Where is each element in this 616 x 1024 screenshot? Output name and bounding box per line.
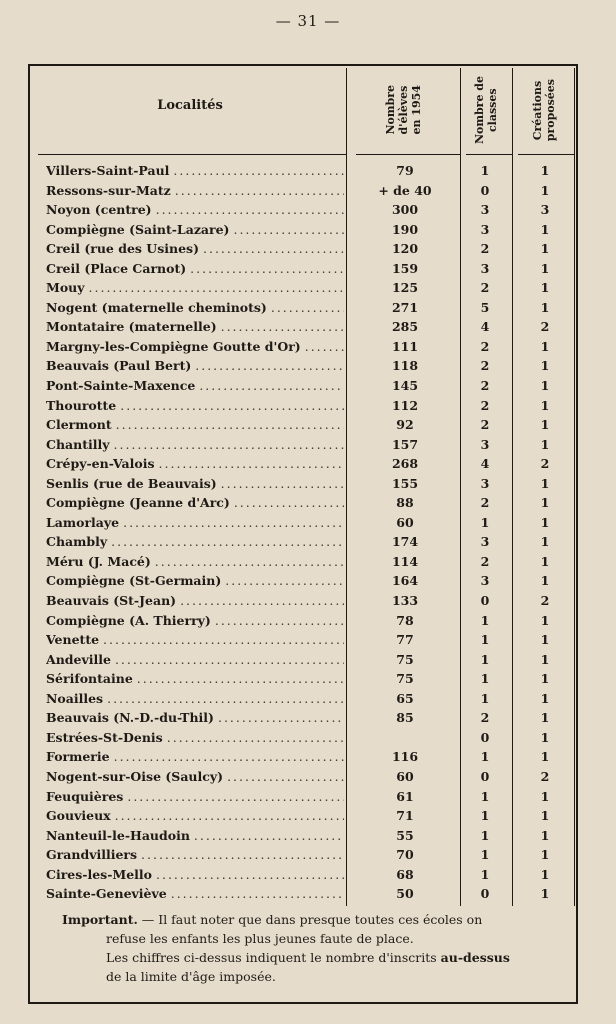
localite-name: Villers-Saint-Paul: [46, 163, 170, 178]
table-row: [0, 357, 616, 377]
classes-cell: 2: [480, 338, 490, 354]
localite-name: Feuquières: [46, 788, 124, 804]
eleves-cell: 114: [391, 553, 419, 569]
leader-dots: [89, 280, 344, 295]
creations-cell: 1: [540, 299, 550, 315]
classes-cell: 3: [480, 260, 490, 276]
localite-cell: [46, 398, 344, 413]
table-row: [0, 299, 616, 319]
creations-cell: 1: [540, 436, 550, 452]
localite-name: Ressons-sur-Matz: [46, 182, 171, 198]
classes-cell: 1: [480, 612, 490, 628]
eleves-cell: 111: [391, 338, 419, 354]
table-row: [0, 162, 616, 182]
creations-cell: 2: [540, 768, 550, 784]
page-number: — 31 —: [275, 12, 341, 30]
eleves-cell: 164: [391, 573, 419, 589]
localite-name: Sérifontaine: [46, 671, 133, 687]
classes-cell: 1: [480, 866, 490, 882]
classes-cell: 1: [480, 808, 490, 824]
table-row: [0, 436, 616, 456]
localite-name: Noailles: [46, 690, 104, 706]
table-row: [0, 397, 616, 417]
classes-cell: 3: [480, 475, 490, 491]
classes-cell: 2: [480, 417, 490, 433]
localite-cell: [46, 652, 344, 667]
eleves-cell: 78: [396, 612, 414, 628]
table-row: [0, 651, 616, 671]
localite-name: Beauvais (St-Jean): [46, 593, 177, 609]
classes-cell: 4: [480, 456, 490, 472]
creations-cell: 1: [540, 710, 550, 726]
note-line: refuse les enfants les plus jeunes faute de place.: [106, 931, 414, 946]
table-row: [0, 475, 616, 495]
localite-name: Lamorlaye: [46, 514, 120, 530]
header-creations-line: proposées: [544, 78, 557, 142]
localite-name: Margny-les-Compiègne Goutte d'Or): [46, 338, 301, 354]
classes-cell: 0: [480, 593, 490, 609]
header-eleves: [350, 70, 456, 150]
table-row: [0, 729, 616, 749]
eleves-cell: 268: [391, 456, 419, 472]
eleves-cell: 92: [396, 417, 414, 433]
localite-cell: [46, 222, 344, 237]
localite-cell: [46, 163, 344, 178]
header-separator: [356, 154, 460, 155]
creations-cell: 1: [540, 475, 550, 491]
eleves-cell: 55: [396, 827, 414, 843]
eleves-cell: + de 40: [378, 182, 432, 198]
creations-cell: 1: [540, 866, 550, 882]
table-row: [0, 788, 616, 808]
eleves-cell: 60: [396, 514, 414, 530]
header-separator: [38, 154, 346, 155]
eleves-cell: 75: [396, 671, 414, 687]
leader-dots: [167, 730, 344, 745]
localite-name: Creil (Place Carnot): [46, 260, 187, 276]
classes-cell: 3: [480, 573, 490, 589]
localite-name: Venette: [46, 632, 100, 648]
localite-name: Mouy: [46, 280, 85, 296]
eleves-cell: 120: [391, 241, 419, 257]
eleves-cell: 60: [396, 768, 414, 784]
localite-cell: [46, 691, 344, 706]
creations-cell: 1: [540, 495, 550, 511]
creations-cell: 1: [540, 847, 550, 863]
table-row: [0, 533, 616, 553]
header-creations: [514, 70, 574, 150]
creations-cell: 1: [540, 417, 550, 433]
creations-cell: 1: [540, 534, 550, 550]
leader-dots: [159, 456, 344, 471]
localite-cell: [46, 828, 344, 843]
localite-cell: [46, 632, 344, 647]
creations-cell: 1: [540, 241, 550, 257]
table-row: [0, 748, 616, 768]
eleves-cell: 50: [396, 886, 414, 902]
creations-cell: 1: [540, 651, 550, 667]
eleves-cell: 85: [396, 710, 414, 726]
leader-dots: [225, 573, 344, 588]
leader-dots: [114, 749, 344, 764]
localite-name: Montataire (maternelle): [46, 319, 217, 335]
table-row: [0, 416, 616, 436]
localite-name: Andeville: [46, 651, 111, 667]
creations-cell: 1: [540, 514, 550, 530]
localite-cell: [46, 417, 344, 432]
classes-cell: 1: [480, 788, 490, 804]
classes-cell: 2: [480, 241, 490, 257]
creations-cell: 1: [540, 221, 550, 237]
classes-cell: 1: [480, 632, 490, 648]
localite-name: Noyon (centre): [46, 202, 152, 218]
localite-cell: [46, 358, 344, 373]
classes-cell: 2: [480, 378, 490, 394]
leader-dots: [114, 437, 344, 452]
eleves-cell: 77: [396, 632, 414, 648]
localite-cell: [46, 378, 344, 393]
classes-cell: 2: [480, 358, 490, 374]
localite-cell: [46, 437, 344, 452]
creations-cell: 1: [540, 749, 550, 765]
localite-cell: [46, 476, 344, 491]
localite-cell: [46, 808, 344, 823]
localite-cell: [46, 456, 344, 471]
table-body: [0, 162, 616, 905]
creations-cell: 1: [540, 886, 550, 902]
note-line: de la limite d'âge imposée.: [106, 969, 276, 984]
creations-cell: 1: [540, 378, 550, 394]
leader-dots: [218, 710, 344, 725]
eleves-cell: 285: [391, 319, 419, 335]
creations-cell: 1: [540, 827, 550, 843]
classes-cell: 3: [480, 221, 490, 237]
note-line: [62, 948, 572, 967]
localite-cell: [46, 730, 344, 745]
table-row: [0, 377, 616, 397]
classes-cell: 0: [480, 729, 490, 745]
eleves-cell: 125: [391, 280, 419, 296]
table-row: [0, 182, 616, 202]
localite-name: Cires-les-Mello: [46, 866, 153, 882]
localite-name: Estrées-St-Denis: [46, 729, 163, 745]
eleves-cell: 133: [391, 593, 419, 609]
creations-cell: 2: [540, 319, 550, 335]
leader-dots: [103, 632, 344, 647]
leader-dots: [175, 183, 344, 198]
table-row: [0, 807, 616, 827]
classes-cell: 3: [480, 202, 490, 218]
leader-dots: [171, 886, 344, 901]
creations-cell: 1: [540, 632, 550, 648]
table-row: [0, 338, 616, 358]
localite-cell: [46, 671, 344, 686]
leader-dots: [190, 261, 344, 276]
localite-name: Gouvieux: [46, 808, 111, 824]
localite-cell: [46, 495, 344, 510]
leader-dots: [141, 847, 344, 862]
classes-cell: 3: [480, 436, 490, 452]
header-classes-line: Nombre de: [473, 75, 486, 145]
localite-cell: [46, 769, 344, 784]
eleves-cell: 118: [391, 358, 419, 374]
creations-cell: 1: [540, 338, 550, 354]
creations-cell: 1: [540, 808, 550, 824]
eleves-cell: 157: [391, 436, 419, 452]
eleves-cell: 145: [391, 378, 419, 394]
localite-name: Nanteuil-le-Haudoin: [46, 827, 190, 843]
header-creations-line: Créations: [531, 80, 544, 140]
table-row: [0, 846, 616, 866]
localite-cell: [46, 554, 344, 569]
note: [62, 910, 572, 986]
localite-name: Chambly: [46, 534, 108, 550]
leader-dots: [180, 593, 344, 608]
table-row: [0, 260, 616, 280]
localite-name: Grandvilliers: [46, 847, 138, 863]
creations-cell: 1: [540, 573, 550, 589]
localite-cell: [46, 319, 344, 334]
leader-dots: [155, 554, 344, 569]
creations-cell: 1: [540, 612, 550, 628]
table-row: [0, 885, 616, 905]
leader-dots: [156, 867, 344, 882]
classes-cell: 2: [480, 710, 490, 726]
localite-cell: [46, 280, 344, 295]
table-row: [0, 553, 616, 573]
classes-cell: 1: [480, 847, 490, 863]
creations-cell: 2: [540, 593, 550, 609]
localite-name: Compiègne (St-Germain): [46, 573, 222, 589]
header-classes: [462, 70, 510, 150]
localite-name: Thourotte: [46, 397, 117, 413]
leader-dots: [271, 300, 344, 315]
localite-name: Beauvais (Paul Bert): [46, 358, 192, 374]
table-row: [0, 827, 616, 847]
localite-name: Compiègne (Jeanne d'Arc): [46, 495, 230, 511]
leader-dots: [156, 202, 344, 217]
localite-cell: [46, 534, 344, 549]
leader-dots: [221, 319, 344, 334]
localite-name: Senlis (rue de Beauvais): [46, 475, 217, 491]
leader-dots: [227, 769, 344, 784]
leader-dots: [123, 515, 344, 530]
header-separator: [518, 154, 574, 155]
leader-dots: [221, 476, 344, 491]
leader-dots: [120, 398, 344, 413]
localite-name: Creil (rue des Usines): [46, 241, 199, 257]
creations-cell: 1: [540, 260, 550, 276]
header-classes-line: classes: [486, 88, 499, 132]
eleves-cell: 116: [391, 749, 419, 765]
creations-cell: 3: [540, 202, 550, 218]
creations-cell: 1: [540, 163, 550, 178]
classes-cell: 1: [480, 651, 490, 667]
classes-cell: 0: [480, 886, 490, 902]
note-emphasis: au-dessus: [440, 950, 510, 965]
localite-name: Compiègne (A. Thierry): [46, 612, 211, 628]
localite-name: Chantilly: [46, 436, 110, 452]
localite-cell: [46, 749, 344, 764]
table-row: [0, 514, 616, 534]
note-line: [62, 910, 572, 929]
leader-dots: [233, 222, 344, 237]
classes-cell: 2: [480, 397, 490, 413]
localite-name: Sainte-Geneviève: [46, 886, 167, 902]
localite-name: Nogent-sur-Oise (Saulcy): [46, 768, 224, 784]
eleves-cell: 271: [391, 299, 419, 315]
creations-cell: 1: [540, 182, 550, 198]
localite-cell: [46, 867, 344, 882]
table-row: [0, 709, 616, 729]
header-eleves-line: Nombre: [383, 85, 397, 135]
eleves-cell: 68: [396, 866, 414, 882]
eleves-cell: 79: [396, 163, 414, 178]
localite-name: Compiègne (Saint-Lazare): [46, 221, 230, 237]
localite-name: Crépy-en-Valois: [46, 456, 155, 472]
classes-cell: 2: [480, 553, 490, 569]
classes-cell: 2: [480, 495, 490, 511]
table-row: [0, 572, 616, 592]
leader-dots: [116, 417, 344, 432]
leader-dots: [107, 691, 344, 706]
localite-cell: [46, 261, 344, 276]
localite-name: Pont-Sainte-Maxence: [46, 378, 196, 394]
classes-cell: 1: [480, 690, 490, 706]
classes-cell: 1: [480, 671, 490, 687]
localite-name: Méru (J. Macé): [46, 553, 151, 569]
classes-cell: 4: [480, 319, 490, 335]
header-separator: [466, 154, 512, 155]
classes-cell: 3: [480, 534, 490, 550]
eleves-cell: 61: [396, 788, 414, 804]
table-row: [0, 494, 616, 514]
creations-cell: 1: [540, 729, 550, 745]
leader-dots: [111, 534, 344, 549]
leader-dots: [215, 613, 344, 628]
leader-dots: [194, 828, 344, 843]
leader-dots: [234, 495, 344, 510]
leader-dots: [127, 789, 344, 804]
leader-dots: [199, 378, 344, 393]
header-eleves-line: en 1954: [409, 85, 423, 135]
table-row: [0, 670, 616, 690]
note-text: — Il faut noter que dans presque toutes ces écoles on: [137, 912, 483, 927]
leader-dots: [203, 241, 344, 256]
classes-cell: 1: [480, 514, 490, 530]
classes-cell: 0: [480, 768, 490, 784]
eleves-cell: 71: [396, 808, 414, 824]
classes-cell: 1: [480, 827, 490, 843]
localite-cell: [46, 789, 344, 804]
localite-cell: [46, 710, 344, 725]
eleves-cell: 300: [391, 202, 419, 218]
localite-name: Nogent (maternelle cheminots): [46, 299, 267, 315]
localite-cell: [46, 202, 344, 217]
localite-cell: [46, 515, 344, 530]
table-row: [0, 455, 616, 475]
leader-dots: [115, 808, 344, 823]
eleves-cell: 65: [396, 690, 414, 706]
creations-cell: 1: [540, 358, 550, 374]
table-row: [0, 612, 616, 632]
localite-cell: [46, 886, 344, 901]
table-row: [0, 690, 616, 710]
table-row: [0, 201, 616, 221]
table-row: [0, 221, 616, 241]
classes-cell: 5: [480, 299, 490, 315]
creations-cell: 1: [540, 690, 550, 706]
leader-dots: [137, 671, 344, 686]
eleves-cell: 190: [391, 221, 419, 237]
eleves-cell: 70: [396, 847, 414, 863]
table-row: [0, 318, 616, 338]
creations-cell: 1: [540, 553, 550, 569]
eleves-cell: 174: [391, 534, 419, 550]
creations-cell: 1: [540, 788, 550, 804]
table-row: [0, 240, 616, 260]
header-eleves-line: d'élèves: [396, 85, 410, 135]
header-localites: Localités: [157, 98, 223, 113]
leader-dots: [173, 163, 344, 178]
creations-cell: 2: [540, 456, 550, 472]
creations-cell: 1: [540, 671, 550, 687]
eleves-cell: 75: [396, 651, 414, 667]
localite-name: Clermont: [46, 417, 112, 433]
leader-dots: [195, 358, 344, 373]
localite-cell: [46, 573, 344, 588]
localite-cell: [46, 847, 344, 862]
eleves-cell: 88: [396, 495, 414, 511]
eleves-cell: 159: [391, 260, 419, 276]
classes-cell: 1: [480, 749, 490, 765]
localite-name: Beauvais (N.-D.-du-Thil): [46, 710, 214, 726]
table-row: [0, 631, 616, 651]
note-label: Important.: [62, 912, 138, 927]
table-row: [0, 866, 616, 886]
localite-cell: [46, 613, 344, 628]
classes-cell: 1: [480, 163, 490, 178]
table-row: [0, 279, 616, 299]
eleves-cell: 112: [391, 397, 419, 413]
localite-cell: [46, 183, 344, 198]
localite-name: Formerie: [46, 749, 110, 765]
classes-cell: 2: [480, 280, 490, 296]
localite-cell: [46, 593, 344, 608]
localite-cell: [46, 300, 344, 315]
creations-cell: 1: [540, 280, 550, 296]
classes-cell: 0: [480, 182, 490, 198]
creations-cell: 1: [540, 397, 550, 413]
localite-cell: [46, 339, 344, 354]
eleves-cell: 155: [391, 475, 419, 491]
note-text: Les chiffres ci-dessus indiquent le nombre d'inscrits: [106, 950, 441, 965]
table-row: [0, 768, 616, 788]
table-row: [0, 592, 616, 612]
leader-dots: [115, 652, 344, 667]
leader-dots: [305, 339, 344, 354]
localite-cell: [46, 241, 344, 256]
